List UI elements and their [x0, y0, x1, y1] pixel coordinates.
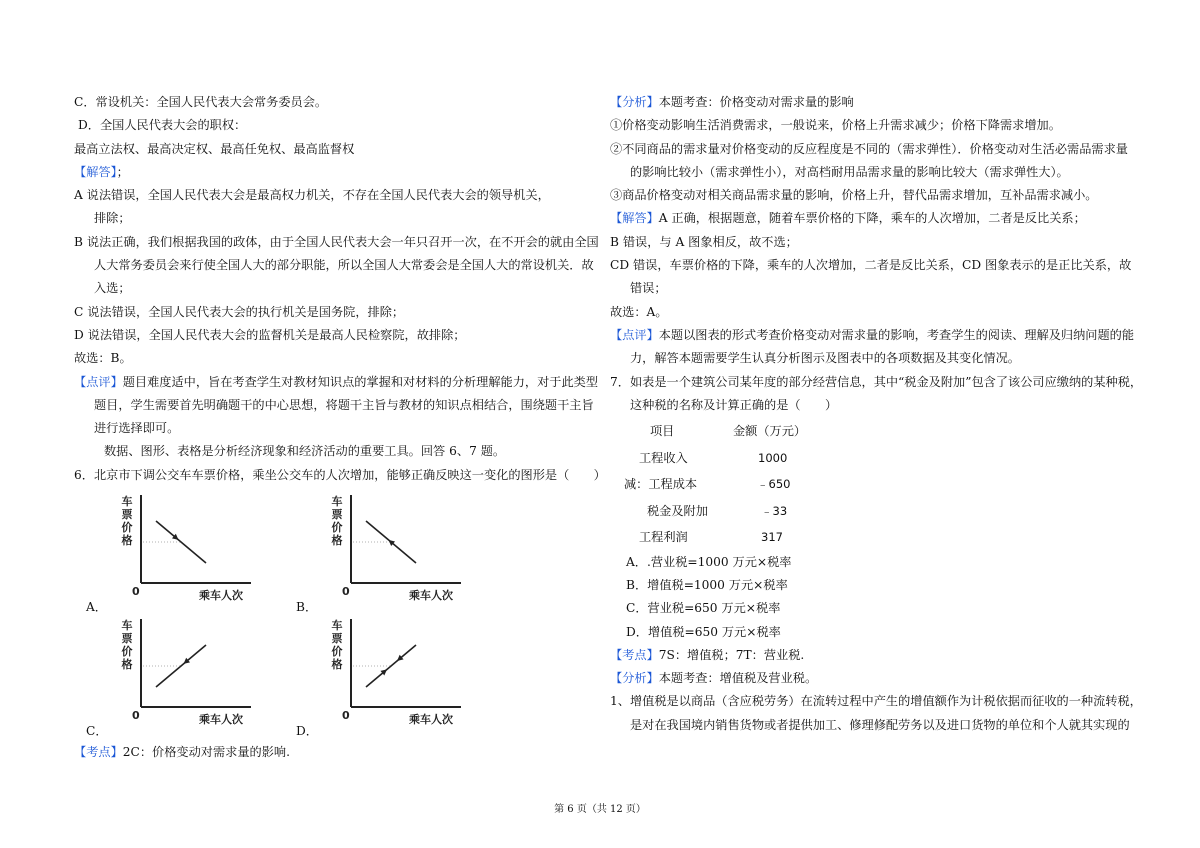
text-line: 【分析】本题考查：价格变动对需求量的影响	[610, 95, 854, 109]
y-axis-label-char: 价	[331, 521, 343, 535]
text-line: B 说法正确，我们根据我国的政体，由于全国人民代表大会一年只召开一次，在不开会的就由全国	[74, 234, 599, 249]
y-axis-label-char: 车	[331, 495, 343, 509]
text-line: 力，解答本题需要学生认真分析图示及图表中的各项数据及其变化情况。	[630, 351, 1020, 366]
left-column	[74, 91, 606, 764]
table-cell-label: 工程利润	[639, 530, 688, 545]
text-line: 最高立法权、最高决定权、最高任免权、最高监督权	[74, 141, 355, 156]
text-line: D 说法错误，全国人民代表大会的监督机关是最高人民检察院，故排除；	[74, 327, 466, 342]
text-line: 入选；	[94, 281, 131, 296]
question-6: 6．北京市下调公交车车票价格，乘坐公交车的人次增加，能够正确反映这一变化的图形是（ ）	[74, 467, 606, 482]
text-line: 排除；	[94, 211, 131, 226]
tag-jieda: 解答	[622, 211, 647, 226]
text-line: CD 错误，车票价格的下降，乘车的人次增加，二者是反比关系，CD 图象表示的是正比关系，故	[610, 258, 1132, 273]
y-axis-label-char: 格	[121, 658, 133, 672]
right-column	[610, 91, 1143, 737]
text-line: C．常设机关：全国人民代表大会常务委员会。	[74, 95, 328, 109]
y-axis-label-char: 车	[121, 619, 133, 633]
x-axis-label: 乘车人次	[199, 589, 243, 603]
option-label: C．	[86, 724, 108, 739]
y-axis-label-char: 车	[331, 619, 343, 633]
text-line: 的影响比较小（需求弹性小），对高档耐用品需求量的影响比较大（需求弹性大）。	[630, 164, 1069, 179]
table-cell-value: 1000	[758, 450, 788, 465]
table-row	[610, 445, 1132, 472]
tag-dianping: 点评	[86, 374, 111, 389]
option-label: B．	[296, 600, 318, 615]
tag-dianping: 点评	[622, 327, 647, 342]
y-axis-label-char: 价	[121, 521, 133, 535]
tag-fenxi: 分析	[622, 95, 647, 109]
text-line: 1、增值税是以商品（含应税劳务）在流转过程中产生的增值额作为计税依据而征收的一种流转税，	[610, 694, 1142, 709]
y-axis-label-char: 票	[121, 508, 133, 522]
text-line: ①价格变动影响生活消费需求，一般说来，价格上升需求减少；价格下降需求增加。	[610, 118, 1061, 133]
y-axis-label-char: 价	[331, 645, 343, 659]
finance-table	[610, 418, 1132, 551]
option-label: D．	[296, 724, 318, 739]
table-cell-value: 317	[761, 530, 783, 545]
text-line: ③商品价格变动对相关商品需求量的影响，价格上升，替代品需求增加，互补品需求减小。	[610, 188, 1098, 203]
tag-kaodian: 考点	[622, 647, 647, 662]
text-line: 【解答】；	[74, 164, 129, 179]
y-axis-label-char: 票	[121, 632, 133, 646]
q7-option-d: D．增值税=650 万元×税率	[626, 624, 781, 639]
x-axis-label: 乘车人次	[409, 589, 453, 603]
q7-option-c: C．营业税=650 万元×税率	[626, 601, 781, 616]
y-axis-label-char: 格	[121, 534, 133, 548]
option-label: A．	[86, 600, 107, 615]
chart-svg	[296, 491, 496, 609]
tag-fenxi: 分析	[622, 671, 647, 686]
text-line: 【考点】2C：价格变动对需求量的影响.	[74, 745, 290, 760]
question-7: 7．如表是一个建筑公司某年度的部分经营信息，其中“税金及附加”包含了该公司应缴纳的某种税，	[610, 374, 1143, 389]
chart-option-d	[296, 615, 496, 739]
text-line: 这种税的名称及计算正确的是（ ）	[630, 397, 838, 412]
text-line: 【点评】题目难度适中，旨在考查学生对教材知识点的掌握和对材料的分析理解能力，对于此类型	[74, 374, 599, 389]
text-line: 人大常务委员会来行使全国人大的部分职能，所以全国人大常委会是全国人大的常设机关．故	[94, 258, 594, 273]
table-header: 金额（万元）	[733, 424, 807, 439]
origin-label: 0	[342, 709, 350, 723]
origin-label: 0	[132, 709, 140, 723]
tag-kaodian: 考点	[86, 745, 111, 760]
y-axis-label-char: 格	[331, 534, 343, 548]
table-cell-label: 减：工程成本	[624, 477, 698, 492]
text-line: ②不同商品的需求量对价格变动的反应程度是不同的（需求弹性）．价格变动对生活必需品需求量	[610, 141, 1128, 156]
chart-svg	[86, 491, 286, 609]
table-cell-label: 工程收入	[639, 450, 688, 465]
y-axis-label-char: 价	[121, 645, 133, 659]
table-cell-value: ﹣33	[761, 503, 788, 518]
tag-jieda: 解答	[86, 164, 111, 179]
table-row	[610, 524, 1132, 551]
x-axis-label: 乘车人次	[409, 713, 453, 727]
chart-svg	[86, 615, 286, 733]
text-line: C 说法错误，全国人民代表大会的执行机关是国务院，排除；	[74, 304, 405, 319]
chart-svg	[296, 615, 496, 733]
table-row	[610, 471, 1132, 498]
y-axis-label-char: 票	[331, 508, 343, 522]
answer-charts	[74, 487, 594, 741]
table-header: 项目	[650, 424, 675, 439]
text-line: 进行选择即可。	[94, 421, 180, 436]
text-line: 【点评】本题以图表的形式考查价格变动对需求量的影响，考查学生的阅读、理解及归纳问题的能	[610, 327, 1135, 342]
table-header-row	[610, 418, 1132, 445]
text-line: B 错误，与 A 图象相反，故不选；	[610, 234, 798, 249]
text-line: 错误；	[630, 281, 667, 296]
origin-label: 0	[342, 585, 350, 599]
text-line: 【解答】A 正确，根据题意，随着车票价格的下降，乘车的人次增加，二者是反比关系；	[610, 211, 1086, 226]
text-line: 【分析】本题考查：增值税及营业税。	[610, 671, 818, 686]
page-footer: 第 6 页（共 12 页）	[554, 804, 646, 815]
text-line: 故选：A。	[610, 304, 668, 319]
text-line: 【考点】7S：增值税；7T：营业税.	[610, 647, 805, 662]
text-line: D．全国人民代表大会的职权：	[78, 118, 247, 133]
chart-option-c	[86, 615, 286, 739]
table-row	[610, 498, 1132, 525]
chart-option-a	[86, 491, 286, 615]
q7-option-b: B．增值税=1000 万元×税率	[626, 577, 788, 592]
text-line: 故选：B。	[74, 351, 132, 366]
origin-label: 0	[132, 585, 140, 599]
y-axis-label-char: 票	[331, 632, 343, 646]
text-line: 数据、图形、表格是分析经济现象和经济活动的重要工具。回答 6、7 题。	[104, 444, 506, 459]
table-cell-label: 税金及附加	[647, 503, 708, 518]
y-axis-label-char: 格	[331, 658, 343, 672]
x-axis-label: 乘车人次	[199, 713, 243, 727]
y-axis-label-char: 车	[121, 495, 133, 509]
text-line: 题目，学生需要首先明确题干的中心思想，将题干主旨与教材的知识点相结合，围绕题干主旨	[94, 397, 594, 412]
text-line: A 说法错误，全国人民代表大会是最高权力机关，不存在全国人民代表大会的领导机关，	[74, 188, 550, 203]
text-line: 是对在我国境内销售货物或者提供加工、修理修配劳务以及进口货物的单位和个人就其实现的	[630, 717, 1130, 732]
q7-option-a: A．.营业税=1000 万元×税率	[626, 554, 792, 569]
chart-option-b	[296, 491, 496, 615]
table-cell-value: ﹣650	[757, 477, 791, 492]
